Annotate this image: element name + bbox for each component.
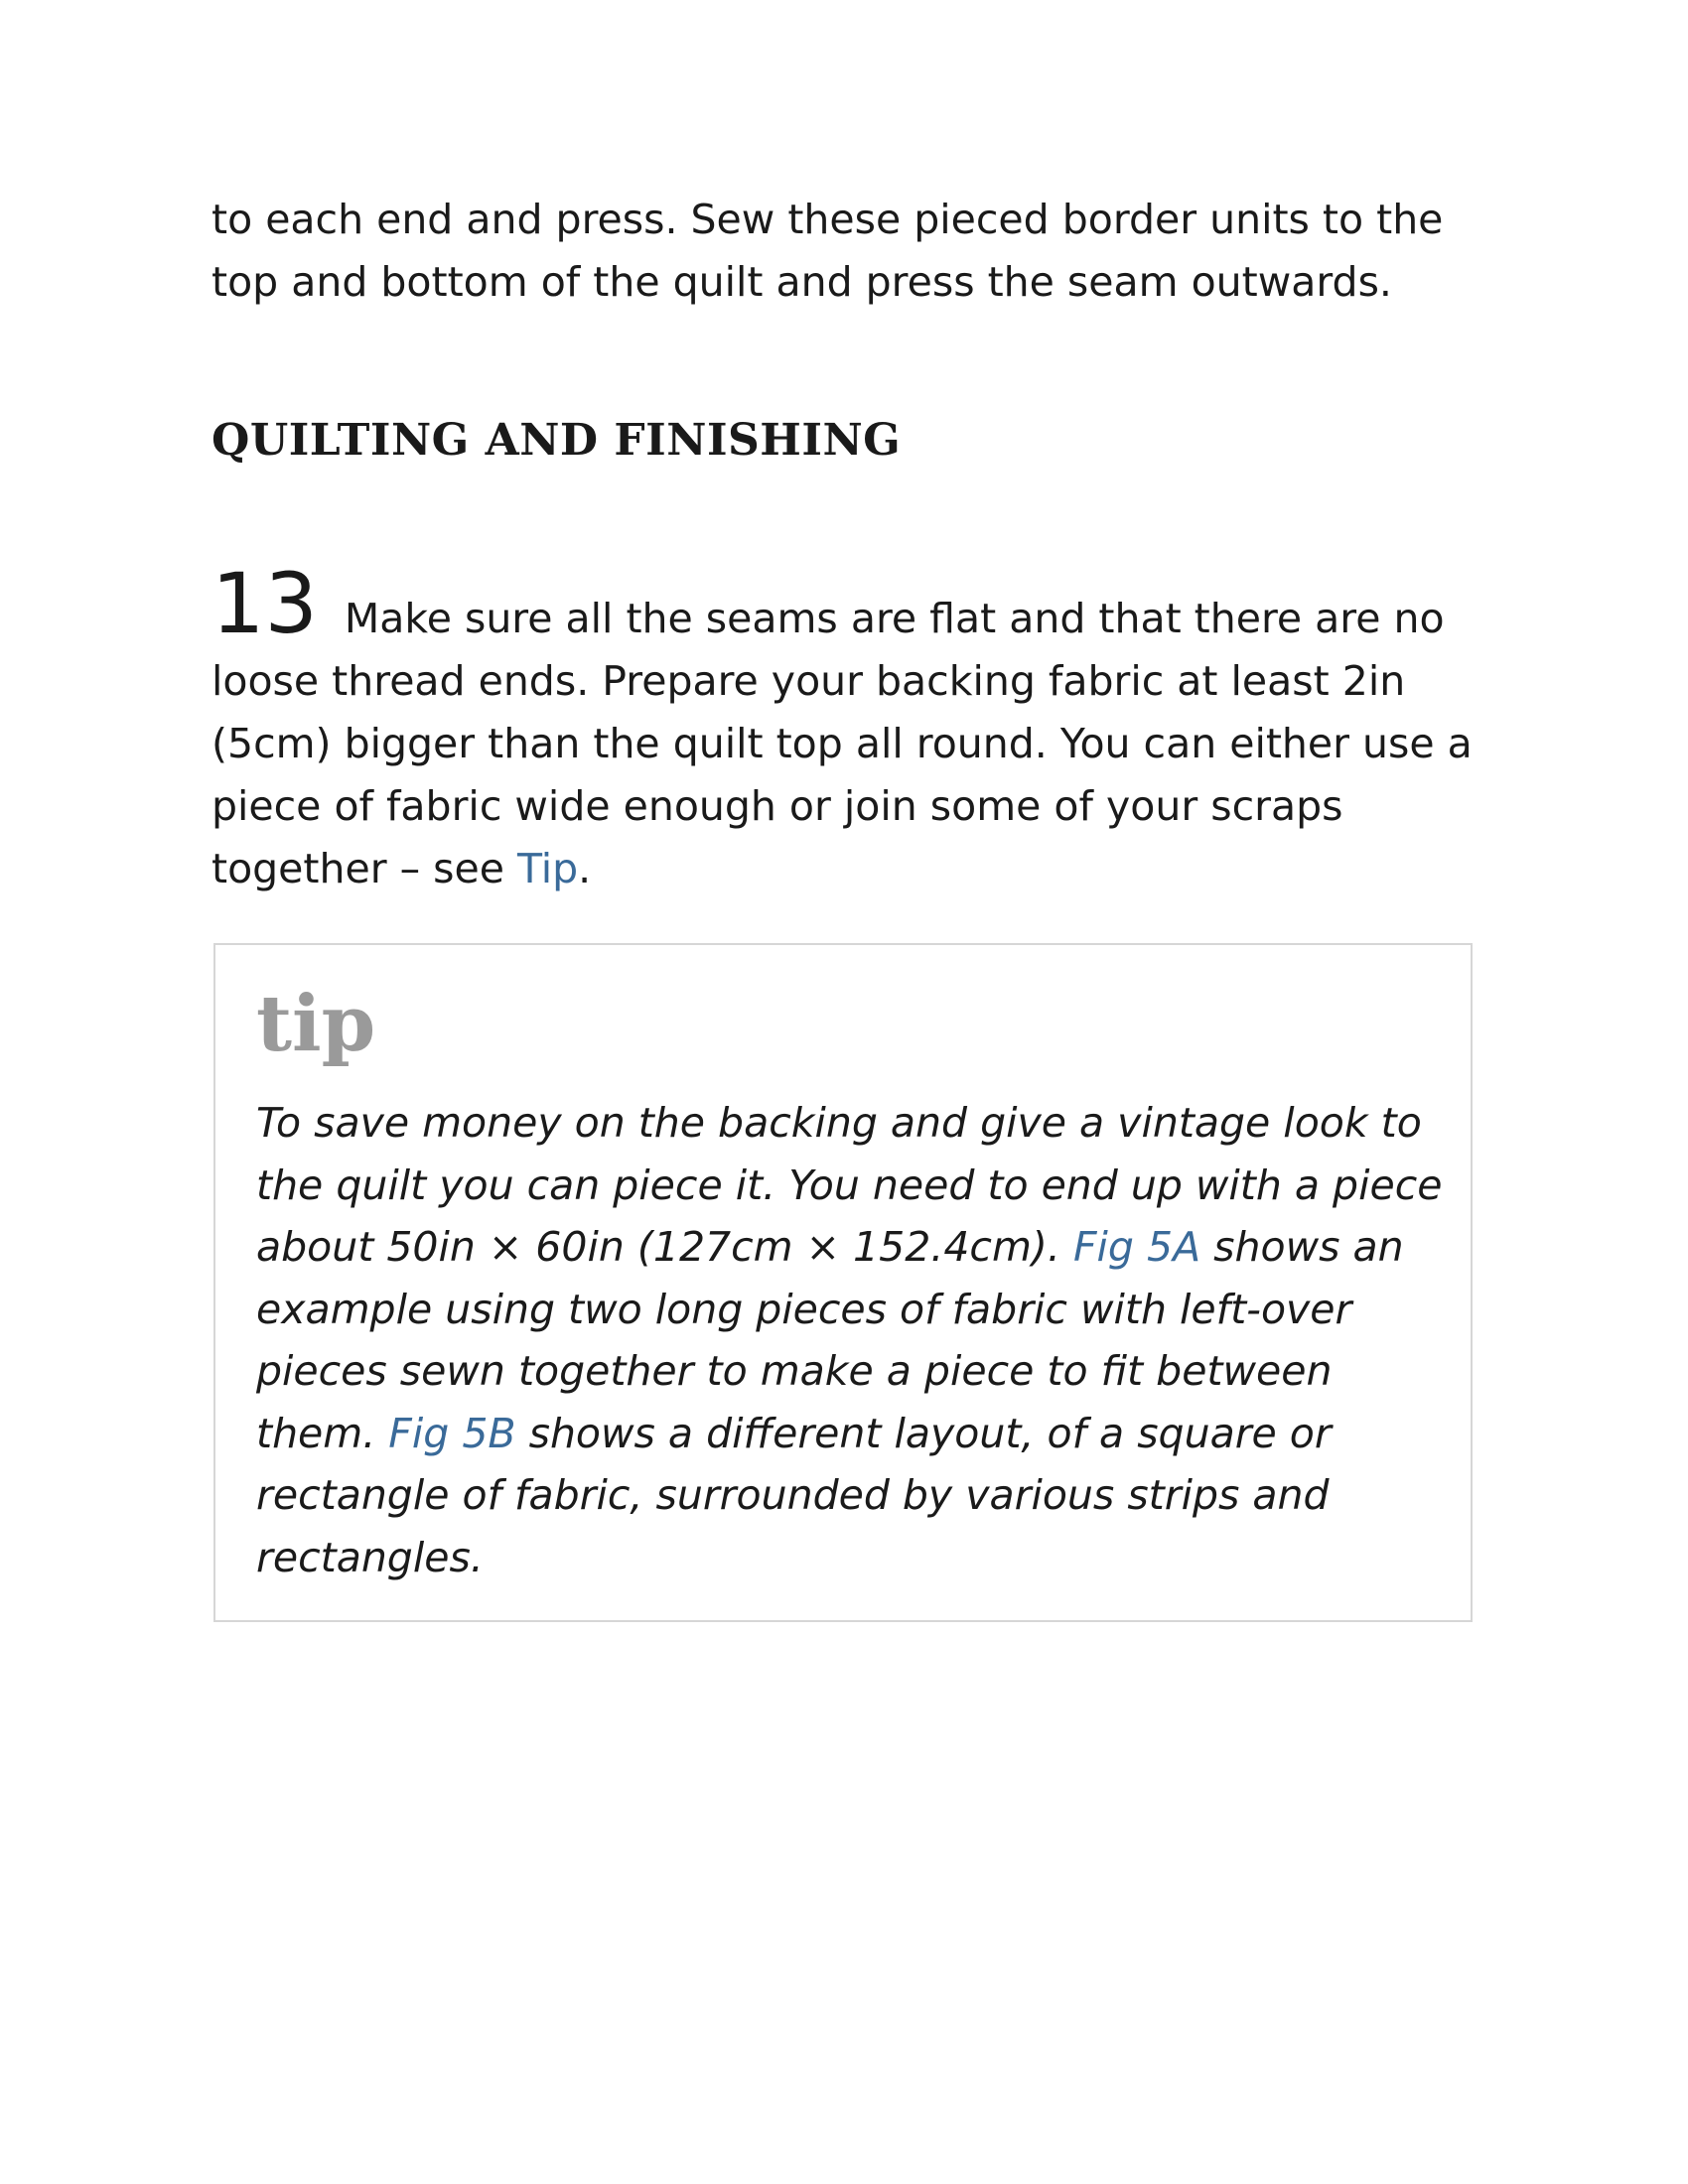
step-text-before-link: Make sure all the seams are flat and that there are no loose thread ends. Prepare your backing fabric at least 2in (5cm) bigger than the quilt top all round. You can either use a piece of fabric wide enough or join some of your scraps together – see [211,595,1473,892]
section-heading: QUILTING AND FINISHING [211,415,902,466]
intro-line-2: top and bottom of the quilt and press the seam outwards. [211,258,1392,306]
step-paragraph [211,555,1482,900]
tip-text-part-1: To save money on the backing and give a vintage look to the quilt you can piece it. You need to end up with a piece about 50in × 60in (127cm × 152.4cm). [256,1099,1443,1271]
tip-text [256,1092,1448,1588]
intro-paragraph [211,189,1482,314]
intro-line-1: to each end and press. Sew these pieced border units to the [211,196,1444,243]
step-number: 13 [211,555,318,652]
fig-5a-link[interactable]: Fig 5A [1072,1223,1201,1271]
tip-text-part-2: shows an example using two long pieces of fabric with left-over pieces sewn together to make a piece to fit between them. [256,1223,1404,1457]
page-content [211,189,1482,892]
fig-5b-link[interactable]: Fig 5B [388,1409,516,1457]
tip-box [213,943,1473,1622]
step-text-after-link: . [578,845,592,892]
tip-title: tip [256,979,376,1069]
tip-text-part-3: shows a different layout, of a square or rectangle of fabric, surrounded by various strips and rectangles. [256,1409,1332,1581]
tip-link[interactable]: Tip [516,845,579,892]
